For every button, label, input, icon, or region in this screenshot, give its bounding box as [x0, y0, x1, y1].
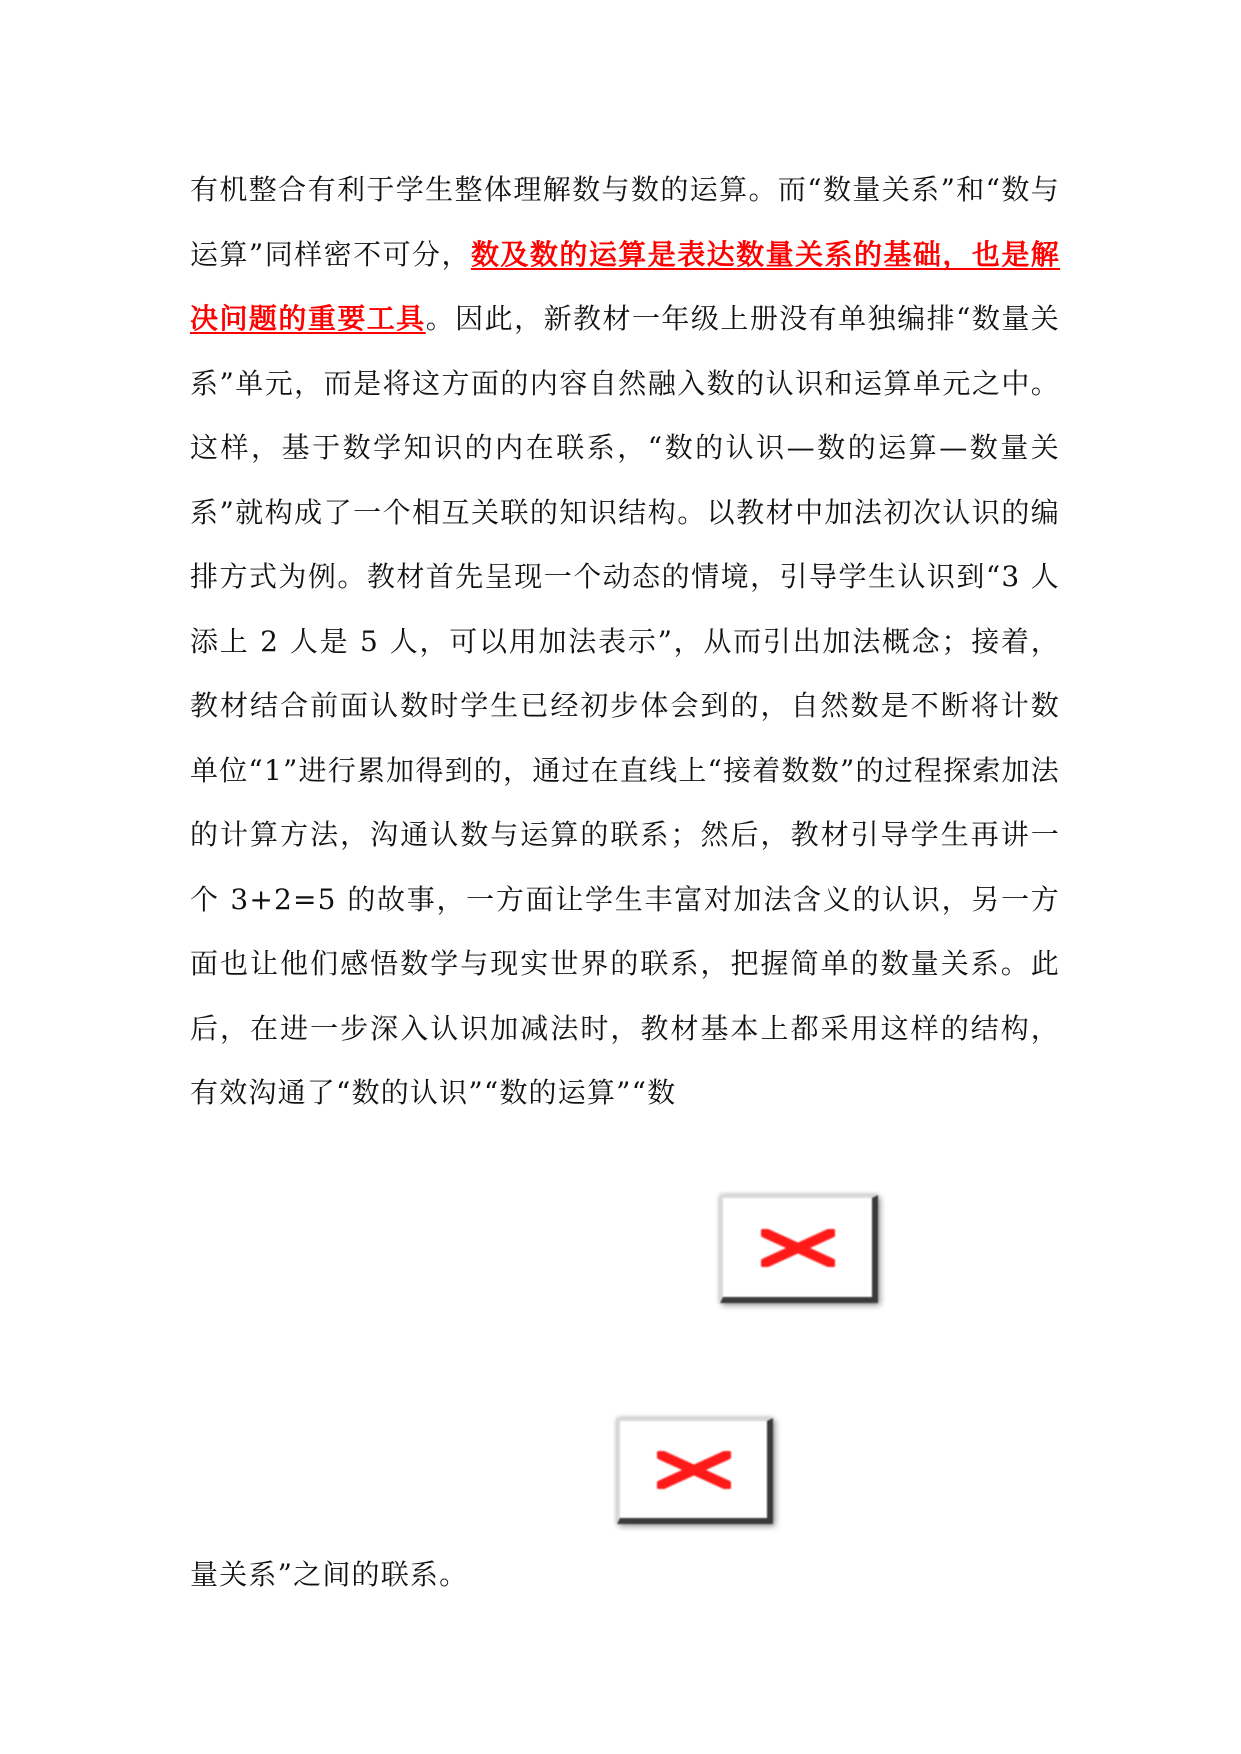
body-paragraph: [190, 158, 1060, 1126]
paragraph-text-1: 有机整合有利于学生整体理解数与数的运算。而“数量关系”和“数与运算”同样密不可分，: [190, 173, 1060, 271]
paragraph-text-2: 。因此，新教材一年级上册没有单独编排“数量关系”单元，而是将这方面的内容自然融入数的认识和运算单元之中。这样，基于数学知识的内在联系，“数的认识—数的运算—数量关系”就构成了一个相互关联的知识结构。以教材中加法初次认识的编排方式为例。教材首先呈现一个动态的情境，引导学生认识到“3 人添上 2 人是 5 人，可以用加法表示”，从而引出加法概念；接着，教材结合前面认数时学生已经初步体会到的，自然数是不断将计数单位“1”进行累加得到的，通过在直线上“接着数数”的过程探索加法的计算方法，沟通认数与运算的联系；然后，教材引导学生再讲一个 3+2=5 的故事，一方面让学生丰富对加法含义的认识，另一方面也让他们感悟数学与现实世界的联系，把握简单的数量关系。此后，在进一步深入认识加减法时，教材基本上都采用这样的结构，有效沟通了“数的认识”“数的运算”“数: [190, 302, 1060, 1109]
red-x-icon: [657, 1451, 731, 1489]
red-x-icon: [761, 1229, 835, 1267]
closing-line: 量关系”之间的联系。: [190, 1558, 469, 1591]
highlighted-sentence: 数及数的运算是表达数量关系的基础，也是解决问题的重要工具: [190, 237, 1060, 335]
broken-image-placeholder: [617, 1418, 773, 1524]
broken-image-placeholder: [720, 1195, 878, 1303]
